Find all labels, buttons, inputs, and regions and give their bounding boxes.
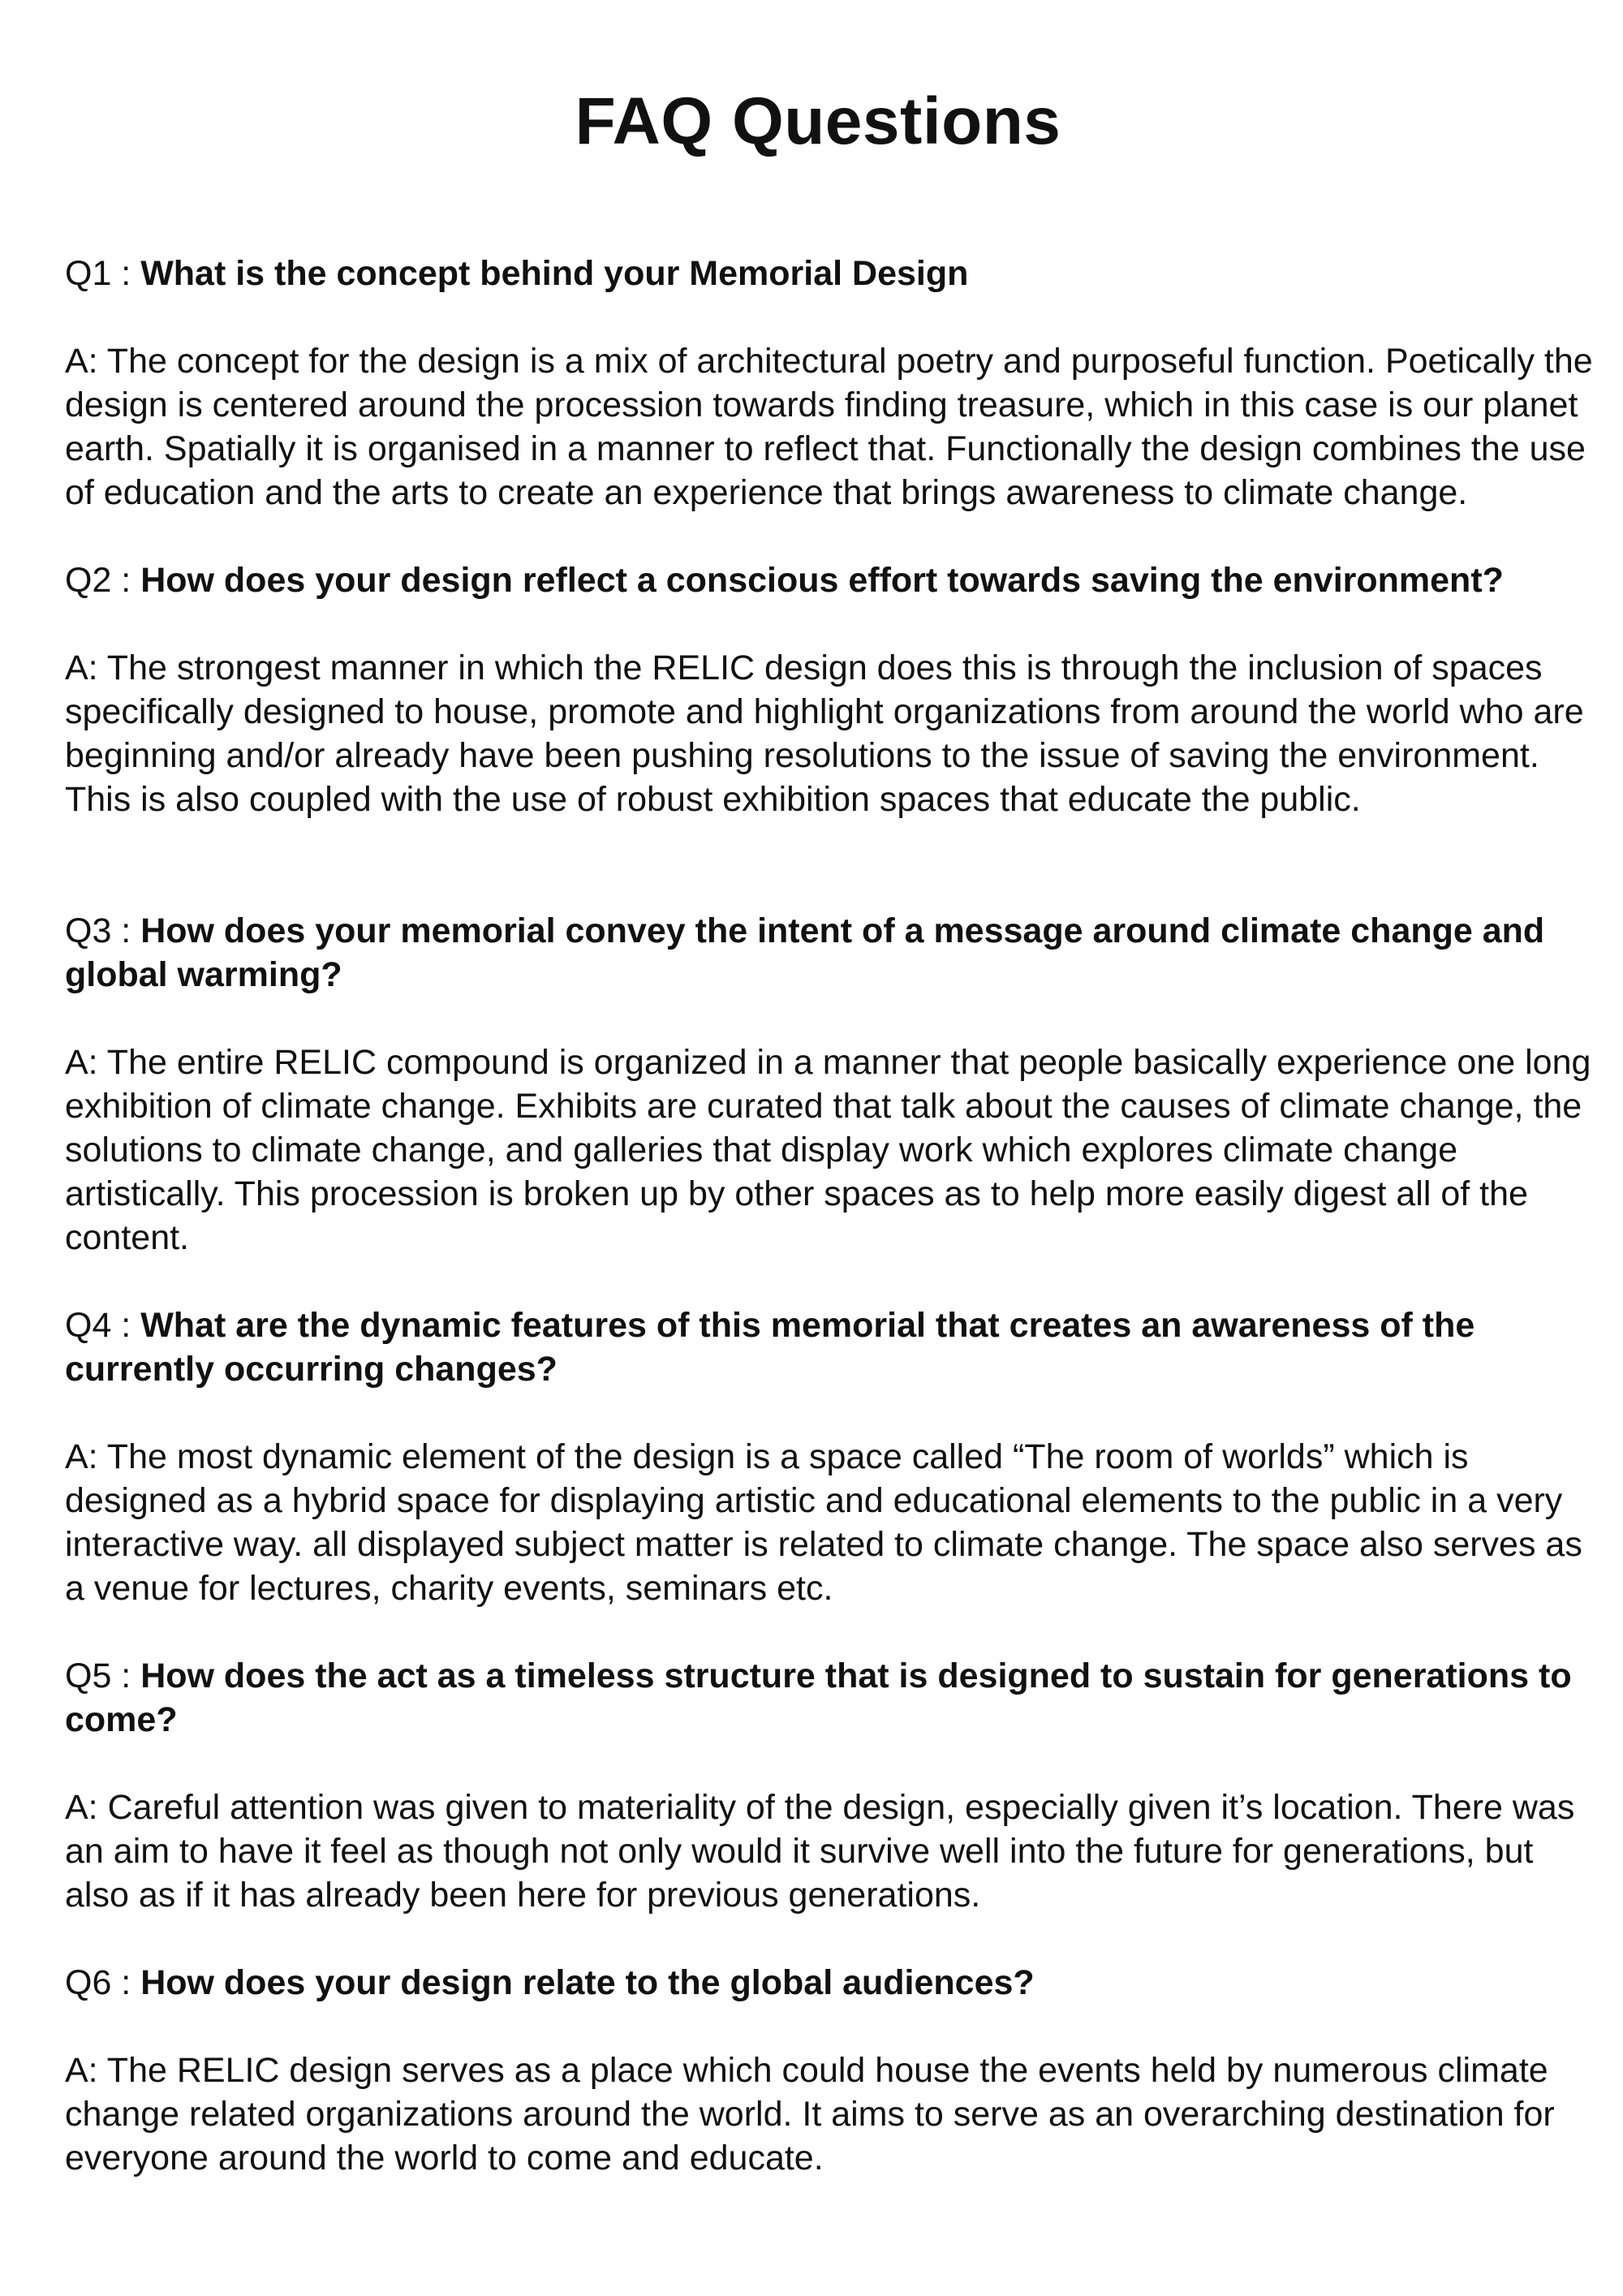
question: [65, 558, 1599, 602]
question-text: What are the dynamic features of this memorial that creates an awareness of the currently occurring changes?: [65, 1306, 1475, 1389]
question-label: Q1 :: [65, 254, 141, 293]
question-label: Q6 :: [65, 1963, 141, 2002]
question: [65, 252, 1599, 295]
answer-text: A: Careful attention was given to materiality of the design, especially given it’s location. There was an aim to have it feel as though not only would it survive well into the future for generations, but also as if it has already been here for previous generations.: [65, 1788, 1575, 1915]
question-label: Q2 :: [65, 561, 141, 600]
question-label: Q3 :: [65, 911, 141, 950]
page-title: FAQ Questions: [575, 84, 1061, 158]
faq-item-q1: [65, 252, 1599, 515]
question: [65, 1961, 1599, 2005]
question-text: How does the act as a timeless structure that is designed to sustain for generations to come?: [65, 1656, 1572, 1739]
question-text: What is the concept behind your Memorial Design: [140, 254, 969, 293]
question: [65, 909, 1599, 997]
answer-text: A: The entire RELIC compound is organized in a manner that people basically experience one long exhibition of climate change. Exhibits are curated that talk about the causes of climate change, the solutions to climate change, and galleries that display work which explores climate change artistically. This procession is broken up by other spaces as to help more easily digest all of the content.: [65, 1043, 1591, 1257]
faq-item-q4: [65, 1303, 1599, 1610]
question: [65, 1303, 1599, 1391]
answer-text: A: The most dynamic element of the design is a space called “The room of worlds” which is designed as a hybrid space for displaying artistic and educational elements to the public in a very interactive way. all displayed subject matter is related to climate change. The space also serves as a venue for lectures, charity events, seminars etc.: [65, 1437, 1582, 1608]
question-text: How does your memorial convey the intent of a message around climate change and global warming?: [65, 911, 1545, 994]
faq-item-q6: [65, 1961, 1599, 2180]
question-label: Q5 :: [65, 1656, 141, 1695]
faq-item-q2: [65, 558, 1599, 821]
faq-item-q5: [65, 1654, 1599, 1917]
answer-text: A: The RELIC design serves as a place which could house the events held by numerous climate change related organizations around the world. It aims to serve as an overarching destination for everyone around the world to come and educate.: [65, 2051, 1555, 2178]
answer-text: A: The strongest manner in which the RELIC design does this is through the inclusion of spaces specifically designed to house, promote and highlight organizations from around the world who are beginning and/or already have been pushing resolutions to the issue of saving the environment. This is also coupled with the use of robust exhibition spaces that educate the public.: [65, 648, 1584, 819]
question-text: How does your design relate to the global audiences?: [140, 1963, 1035, 2002]
answer-text: A: The concept for the design is a mix of architectural poetry and purposeful function. Poetically the design is centered around the procession towards finding treasure, which in this case is our planet earth. Spatially it is organised in a manner to reflect that. Functionally the design combines the use of education and the arts to create an experience that brings awareness to climate change.: [65, 342, 1593, 512]
question-text: How does your design reflect a conscious effort towards saving the environment?: [140, 561, 1504, 600]
question-label: Q4 :: [65, 1306, 141, 1345]
faq-item-q3: [65, 909, 1599, 1260]
question: [65, 1654, 1599, 1742]
